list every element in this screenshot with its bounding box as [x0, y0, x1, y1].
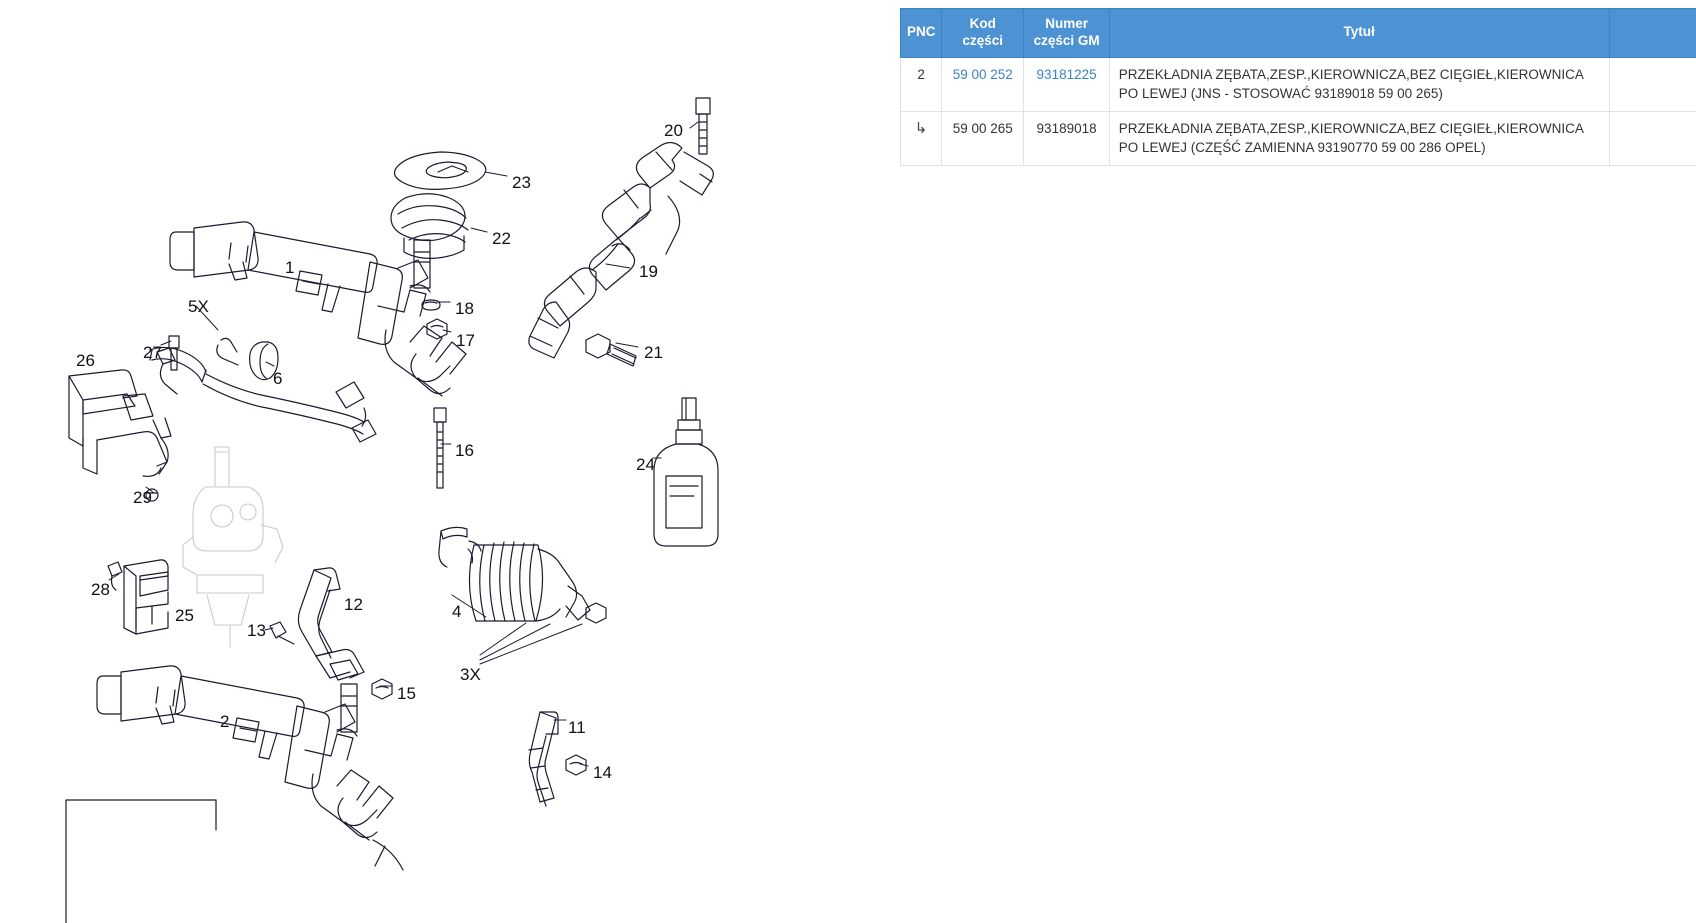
cell-title: PRZEKŁADNIA ZĘBATA,ZESP.,KIEROWNICZA,BEZ CIĘGIEŁ,KIEROWNICA PO LEWEJ (CZĘŚĆ ZAMIENNA 93190770 59 00 286 OPEL)	[1109, 111, 1609, 165]
callout-18: 18	[455, 299, 474, 318]
cell-gm-number: 93189018	[1024, 111, 1109, 165]
callout-27: 27	[143, 343, 162, 362]
callout-16: 16	[455, 441, 474, 460]
callout-1: 1	[285, 258, 295, 277]
cell-gm-number	[1024, 57, 1109, 111]
gm-number-link[interactable]: 93181225	[1036, 66, 1097, 82]
callout-14: 14	[593, 763, 612, 782]
callout-22: 22	[492, 229, 511, 248]
column-header-extra[interactable]	[1609, 9, 1696, 58]
callout-19: 19	[639, 262, 658, 281]
column-header-part-code[interactable]	[942, 9, 1024, 58]
cell-pnc	[901, 111, 942, 165]
column-header-part-code-line2: części	[962, 32, 1004, 48]
column-header-title[interactable]: Tytuł	[1109, 9, 1609, 58]
column-header-pnc[interactable]: PNC	[901, 9, 942, 58]
callout-25: 25	[175, 606, 194, 625]
cell-part-code	[942, 57, 1024, 111]
part-code-link[interactable]: 59 00 252	[952, 66, 1013, 82]
parts-table	[900, 8, 1696, 166]
callout-17: 17	[456, 331, 475, 350]
cell-pnc: 2	[901, 57, 942, 111]
callout-13: 13	[247, 621, 266, 640]
callout-26: 26	[76, 351, 95, 370]
cell-title: PRZEKŁADNIA ZĘBATA,ZESP.,KIEROWNICZA,BEZ CIĘGIEŁ,KIEROWNICA PO LEWEJ (JNS - STOSOWAĆ 93189018 59 00 265)	[1109, 57, 1609, 111]
cell-part-code: 59 00 265	[942, 111, 1024, 165]
callout-15: 15	[397, 684, 416, 703]
callout-11: 11	[568, 718, 586, 737]
column-header-gm-number-line2: części GM	[1033, 32, 1100, 48]
column-header-gm-number-line1: Numer	[1045, 16, 1088, 31]
callout-3x: 3X	[460, 665, 481, 684]
callout-6: 6	[273, 369, 283, 388]
cell-extra	[1609, 111, 1696, 165]
cell-extra	[1609, 57, 1696, 111]
callout-29: 29	[133, 488, 152, 507]
column-header-part-code-line1: Kod	[969, 16, 996, 31]
callout-23: 23	[512, 173, 531, 192]
callout-5x: 5X	[188, 297, 209, 316]
callout-12: 12	[344, 595, 363, 614]
table-row[interactable]	[901, 57, 1696, 111]
callout-21: 21	[644, 343, 663, 362]
callout-20: 20	[664, 121, 683, 140]
callout-2: 2	[220, 712, 230, 731]
sub-part-marker-icon: ↳	[914, 119, 928, 137]
callout-28: 28	[91, 580, 110, 599]
table-header-row	[901, 9, 1696, 58]
column-header-gm-number[interactable]	[1024, 9, 1109, 58]
callout-4: 4	[452, 602, 462, 621]
table-row[interactable]	[901, 111, 1696, 165]
callout-24: 24	[636, 455, 655, 474]
parts-table-pane	[900, 0, 1696, 923]
